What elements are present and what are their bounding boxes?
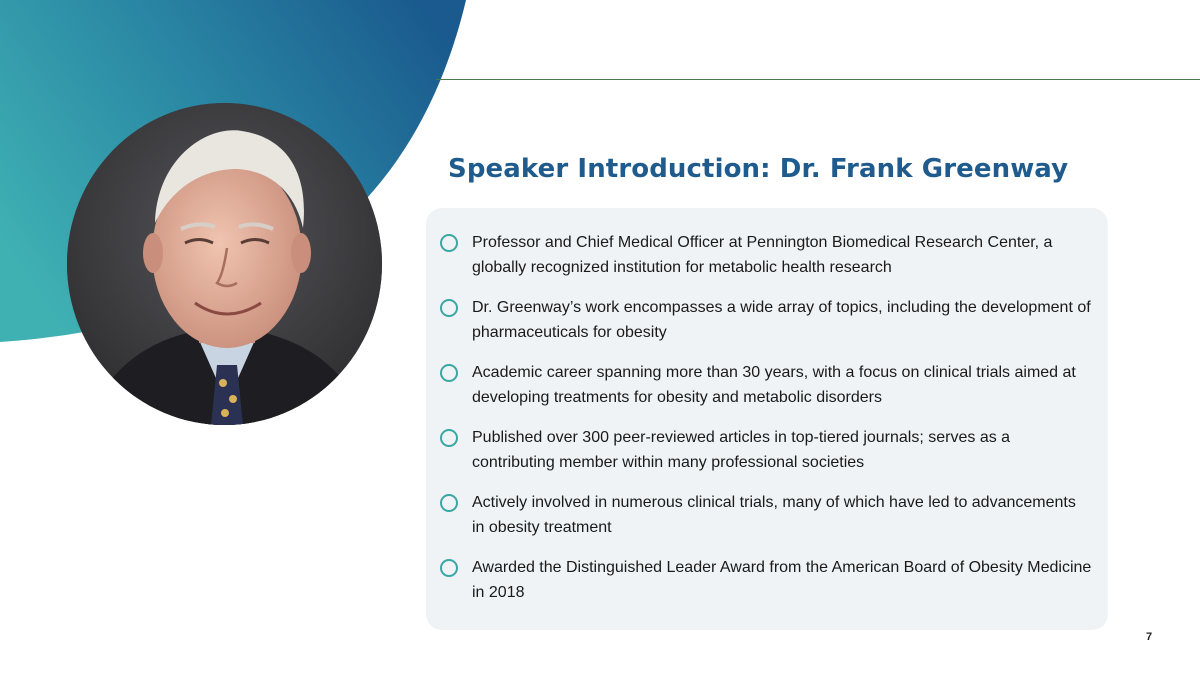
page-number: 7 — [1146, 631, 1153, 643]
header-divider — [436, 79, 1200, 80]
circle-bullet-icon — [440, 429, 458, 447]
bio-bullet-text: Academic career spanning more than 30 years, with a focus on clinical trials aimed at developing treatments for obesity and metabolic disorders — [472, 364, 1076, 406]
speaker-bio-panel — [426, 208, 1108, 630]
bio-bullet-text: Actively involved in numerous clinical trials, many of which have led to advancements in obesity treatment — [472, 494, 1076, 536]
bio-bullet — [426, 360, 1108, 425]
page-title: Speaker Introduction: Dr. Frank Greenway — [448, 154, 1069, 184]
bio-bullet-text: Professor and Chief Medical Officer at Pennington Biomedical Research Center, a globally recognized institution for metabolic health research — [472, 234, 1053, 276]
bio-bullet — [426, 490, 1108, 555]
bio-bullet — [426, 425, 1108, 490]
bio-bullet-list — [426, 230, 1108, 620]
circle-bullet-icon — [440, 364, 458, 382]
bio-bullet-text: Dr. Greenway’s work encompasses a wide array of topics, including the development of pharmaceuticals for obesity — [472, 299, 1091, 341]
speaker-portrait-illustration — [67, 103, 382, 425]
bio-bullet — [426, 555, 1108, 620]
circle-bullet-icon — [440, 299, 458, 317]
circle-bullet-icon — [440, 494, 458, 512]
bio-bullet-text: Awarded the Distinguished Leader Award from the American Board of Obesity Medicine in 2018 — [472, 559, 1092, 601]
circle-bullet-icon — [440, 559, 458, 577]
speaker-photo — [67, 103, 382, 425]
bio-bullet — [426, 230, 1108, 295]
bio-bullet — [426, 295, 1108, 360]
circle-bullet-icon — [440, 234, 458, 252]
bio-bullet-text: Published over 300 peer-reviewed articles in top-tiered journals; serves as a contributing member within many professional societies — [472, 429, 1011, 471]
